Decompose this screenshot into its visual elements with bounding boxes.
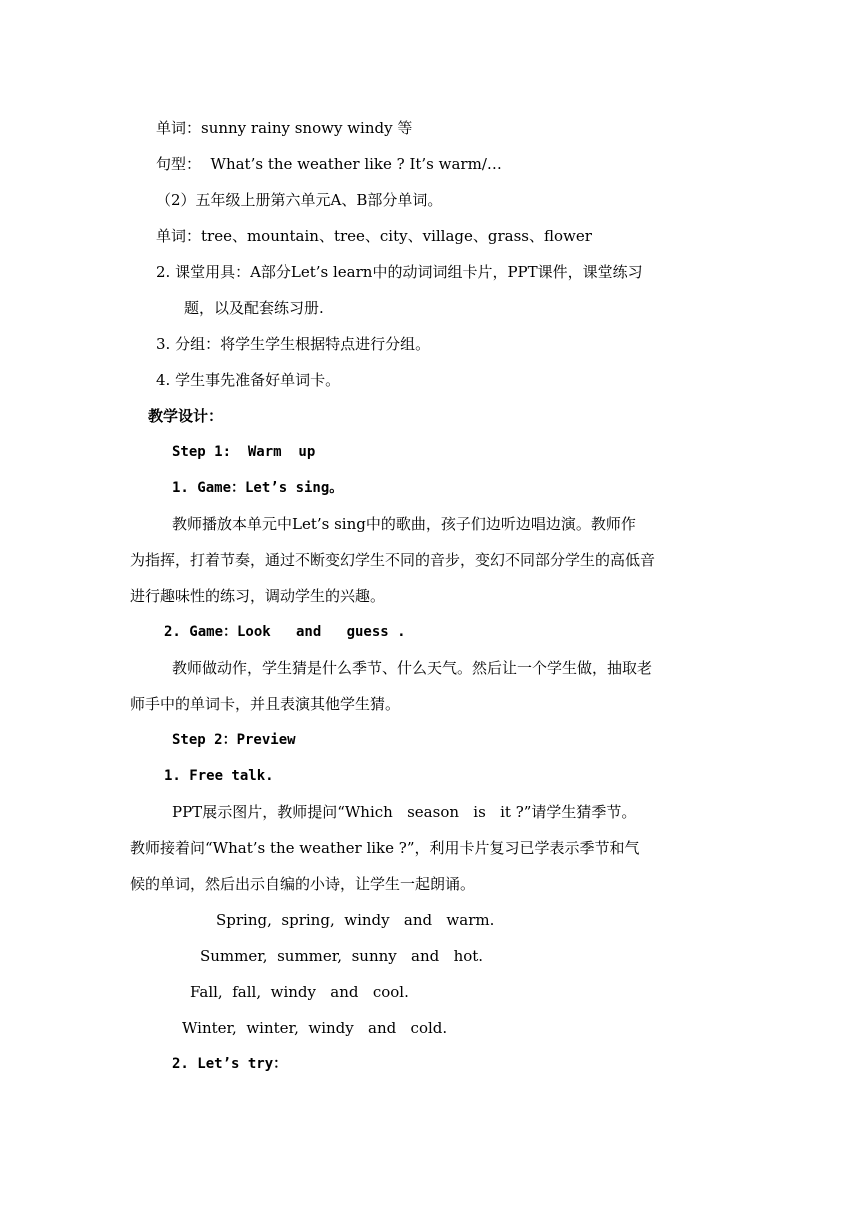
poem-line-winter: Winter, winter, windy and cold. bbox=[182, 1019, 448, 1037]
word-card-line: 4. 学生事先准备好单词卡。 bbox=[156, 371, 341, 389]
free-talk-para-1: PPT展示图片，教师提问“Which season is it ?”请学生猜季节。 bbox=[172, 803, 637, 821]
lets-try-heading: 2. Let’s try： bbox=[172, 1056, 288, 1072]
unit-six-heading: （2）五年级上册第六单元A、B部分单词。 bbox=[156, 191, 443, 209]
step2-heading: Step 2：Preview bbox=[172, 732, 296, 748]
game2-para-1: 教师做动作，学生猜是什么季节、什么天气。然后让一个学生做，抽取老 bbox=[172, 659, 653, 677]
game1-heading: 1. Game：Let’s sing。 bbox=[172, 480, 344, 496]
vocab-line-2: 单词：tree、mountain、tree、city、village、grass、flower bbox=[156, 227, 592, 245]
classroom-tools-line: 2. 课堂用具：A部分Let’s learn中的动词词组卡片，PPT课件，课堂练习 bbox=[156, 263, 643, 281]
sentence-pattern-line: 句型： What’s the weather like ? It’s warm/… bbox=[156, 155, 502, 173]
game2-para-2: 师手中的单词卡，并且表演其他学生猜。 bbox=[130, 695, 401, 713]
game1-para-1: 教师播放本单元中Let’s sing中的歌曲，孩子们边听边唱边演。教师作 bbox=[172, 515, 636, 533]
game2-heading: 2. Game：Look and guess . bbox=[164, 624, 406, 640]
vocab-line-1: 单词：sunny rainy snowy windy 等 bbox=[156, 119, 413, 137]
poem-line-fall: Fall, fall, windy and cool. bbox=[190, 983, 409, 1001]
grouping-line: 3. 分组：将学生学生根据特点进行分组。 bbox=[156, 335, 431, 353]
free-talk-para-3: 候的单词，然后出示自编的小诗，让学生一起朗诵。 bbox=[130, 875, 476, 893]
poem-line-spring: Spring, spring, windy and warm. bbox=[216, 911, 495, 929]
free-talk-heading: 1. Free talk. bbox=[164, 768, 274, 784]
poem-line-summer: Summer, summer, sunny and hot. bbox=[200, 947, 484, 965]
free-talk-para-2: 教师接着问“What’s the weather like ?”，利用卡片复习已学表示季节和气 bbox=[130, 839, 640, 857]
game1-para-2: 为指挥，打着节奏，通过不断变幻学生不同的音步，变幻不同部分学生的高低音 bbox=[130, 551, 656, 569]
teaching-design-heading: 教学设计： bbox=[148, 407, 224, 425]
game1-para-3: 进行趣味性的练习，调动学生的兴趣。 bbox=[130, 587, 386, 605]
step1-heading: Step 1: Warm up bbox=[172, 444, 316, 460]
classroom-tools-continuation: 题，以及配套练习册. bbox=[184, 299, 324, 317]
